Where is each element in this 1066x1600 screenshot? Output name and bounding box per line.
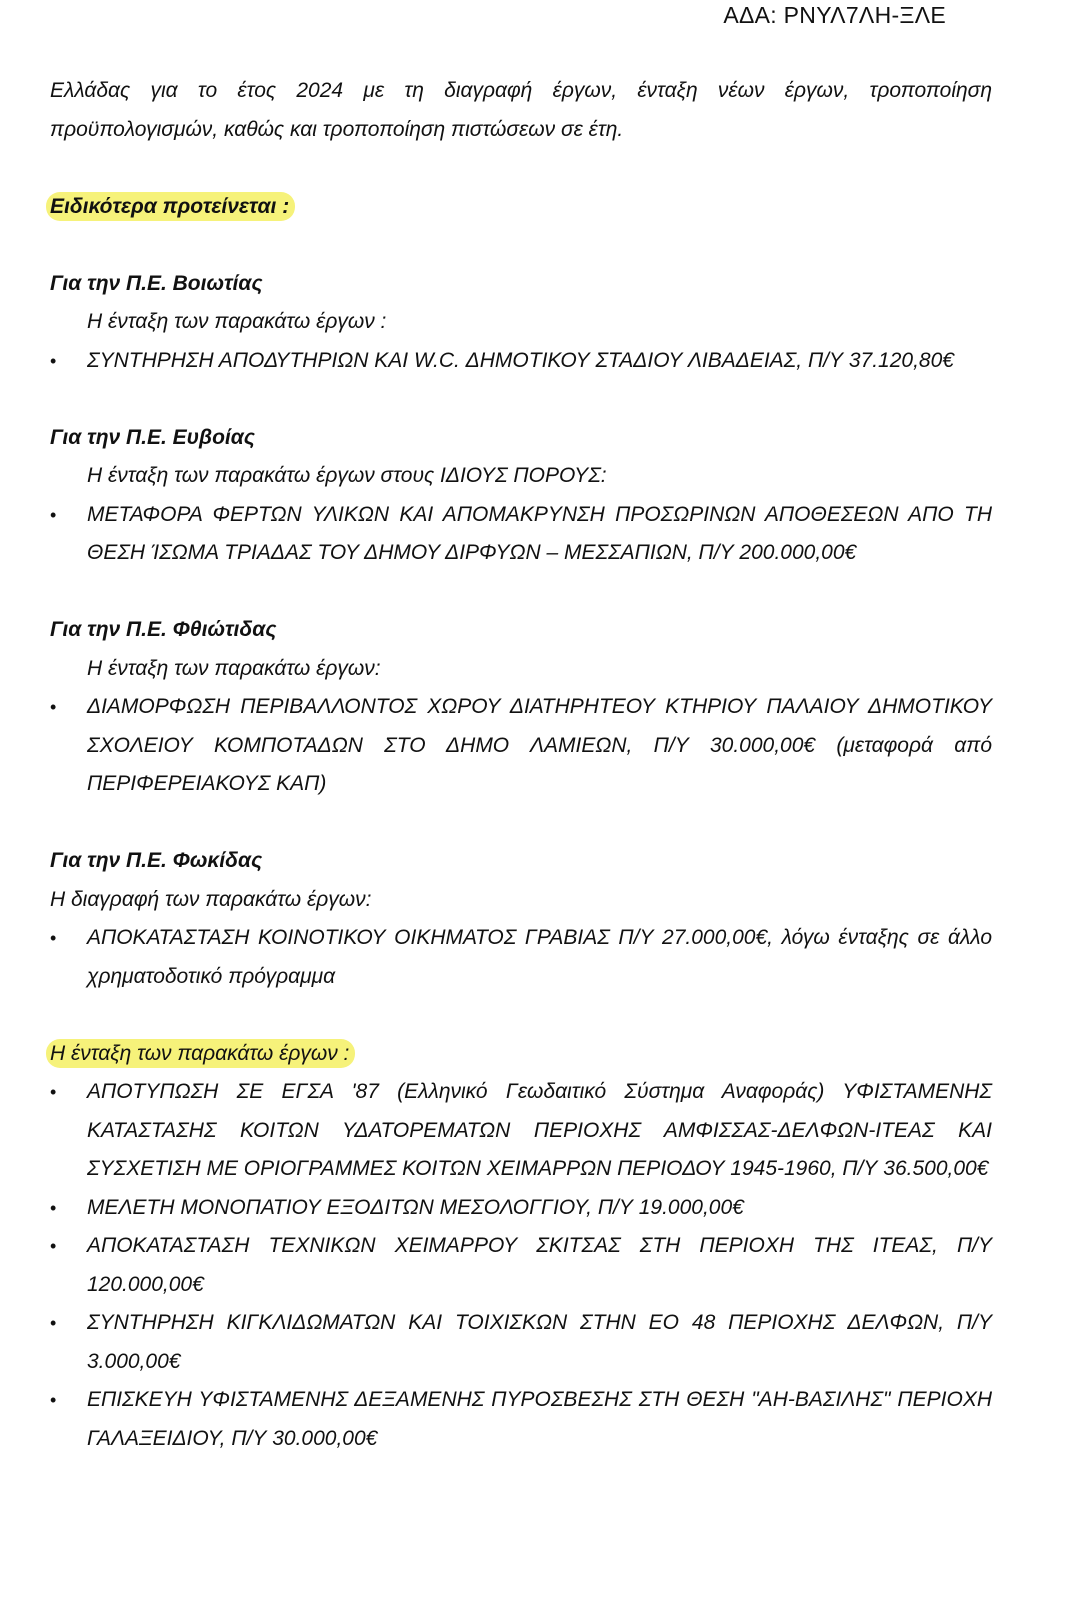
spacer xyxy=(50,380,992,419)
section-title: Για την Π.Ε. Φθιώτιδας xyxy=(50,618,277,641)
section-items xyxy=(50,496,992,573)
bullet-icon: • xyxy=(50,1390,57,1410)
list-item-text: ΜΕΛΕΤΗ ΜΟΝΟΠΑΤΙΟΥ ΕΞΟΔΙΤΩΝ ΜΕΣΟΛΟΓΓΙΟΥ, Π/Υ 19.000,00€ xyxy=(87,1195,744,1219)
section-voiotia xyxy=(50,265,992,381)
inclusion-heading xyxy=(50,1035,992,1074)
section-subtitle: Η ένταξη των παρακάτω έργων: xyxy=(87,656,381,680)
section-subtitle: Η ένταξη των παρακάτω έργων στους ΙΔΙΟΥΣ ΠΟΡΟΥΣ: xyxy=(87,464,607,487)
bullet-icon: • xyxy=(50,697,57,717)
list-item-text: ΣΥΝΤΗΡΗΣΗ ΑΠΟΔΥΤΗΡΙΩΝ ΚΑΙ W.C. ΔΗΜΟΤΙΚΟΥ ΣΤΑΔΙΟΥ ΛΙΒΑΔΕΙΑΣ, Π/Υ 37.120,80€ xyxy=(87,348,954,372)
list-item xyxy=(50,1304,992,1381)
spacer xyxy=(50,226,992,265)
section-items xyxy=(50,342,992,381)
section-subtitle: Η ένταξη των παρακάτω έργων : xyxy=(87,310,387,333)
list-item xyxy=(50,1381,992,1458)
list-item xyxy=(50,1073,992,1189)
section-evia xyxy=(50,419,992,573)
list-item xyxy=(50,688,992,804)
section-items xyxy=(50,919,992,996)
spacer xyxy=(50,149,992,188)
section-items xyxy=(50,688,992,804)
list-item-text: ΑΠΟΤΥΠΩΣΗ ΣΕ ΕΓΣΑ '87 (Ελληνικό Γεωδαιτικό Σύστημα Αναφοράς) ΥΦΙΣΤΑΜΕΝΗΣ ΚΑΤΑΣΤΑΣΗΣ ΚΟΙΤΩΝ ΥΔΑΤΟΡΕΜΑΤΩΝ ΠΕΡΙΟΧΗΣ ΑΜΦΙΣΣΑΣ-ΔΕΛΦΩΝ-ΙΤΕΑΣ ΚΑΙ ΣΥΣΧΕΤΙΣΗ ΜΕ ΟΡΙΟΓΡΑΜΜΕΣ ΚΟΙΤΩΝ ΧΕΙΜΑΡΡΩΝ ΠΕΡΙΟΔΟΥ 1945-1960, Π/Υ 36.500,00€ xyxy=(87,1080,992,1180)
section-subtitle: Η διαγραφή των παρακάτω έργων: xyxy=(50,887,372,911)
bullet-icon: • xyxy=(50,504,57,525)
list-item xyxy=(50,496,992,573)
list-item-text: ΣΥΝΤΗΡΗΣΗ ΚΙΓΚΛΙΔΩΜΑΤΩΝ ΚΑΙ ΤΟΙΧΙΣΚΩΝ ΣΤΗΝ ΕΟ 48 ΠΕΡΙΟΧΗΣ ΔΕΛΦΩΝ, Π/Υ 3.000,00€ xyxy=(87,1311,992,1373)
bullet-icon: • xyxy=(50,1082,57,1102)
proposal-heading xyxy=(50,188,992,227)
list-item-text: ΕΠΙΣΚΕΥΗ ΥΦΙΣΤΑΜΕΝΗΣ ΔΕΞΑΜΕΝΗΣ ΠΥΡΟΣΒΕΣΗΣ ΣΤΗ ΘΕΣΗ "ΑΗ-ΒΑΣΙΛΗΣ" ΠΕΡΙΟΧΗ ΓΑΛΑΞΕΙΔΙΟΥ, Π/Υ 30.000,00€ xyxy=(87,1388,992,1450)
bullet-icon: • xyxy=(50,928,57,948)
list-item-text: ΔΙΑΜΟΡΦΩΣΗ ΠΕΡΙΒΑΛΛΟΝΤΟΣ ΧΩΡΟΥ ΔΙΑΤΗΡΗΤΕΟΥ ΚΤΗΡΙΟΥ ΠΑΛΑΙΟΥ ΔΗΜΟΤΙΚΟΥ ΣΧΟΛΕΙΟΥ ΚΟΜΠΟΤΑΔΩΝ ΣΤΟ ΔΗΜΟ ΛΑΜΙΕΩΝ, Π/Υ 30.000,00€ (μεταφορά από ΠΕΡΙΦΕΡΕΙΑΚΟΥΣ ΚΑΠ) xyxy=(87,695,992,795)
list-item xyxy=(50,1189,992,1228)
highlighted-proposal-heading: Ειδικότερα προτείνεται : xyxy=(46,192,295,221)
document-body xyxy=(50,72,992,1458)
inclusion-items xyxy=(50,1073,992,1458)
list-item-text: ΑΠΟΚΑΤΑΣΤΑΣΗ ΤΕΧΝΙΚΩΝ ΧΕΙΜΑΡΡΟΥ ΣΚΙΤΣΑΣ ΣΤΗ ΠΕΡΙΟΧΗ ΤΗΣ ΙΤΕΑΣ, Π/Υ 120.000,00€ xyxy=(87,1234,992,1296)
list-item xyxy=(50,919,992,996)
highlighted-inclusion-heading: Η ένταξη των παρακάτω έργων : xyxy=(46,1039,355,1068)
list-item xyxy=(50,1227,992,1304)
spacer xyxy=(50,573,992,612)
spacer xyxy=(50,804,992,843)
list-item-text: ΑΠΟΚΑΤΑΣΤΑΣΗ ΚΟΙΝΟΤΙΚΟΥ ΟΙΚΗΜΑΤΟΣ ΓΡΑΒΙΑΣ Π/Υ 27.000,00€, λόγω ένταξης σε άλλο χρηματοδοτικό πρόγραμμα xyxy=(87,926,992,988)
intro-paragraph: Ελλάδας για το έτος 2024 με τη διαγραφή έργων, ένταξη νέων έργων, τροποποίηση προϋπολογισμών, καθώς και τροποποίηση πιστώσεων σε έτη. xyxy=(50,79,992,141)
list-item-text: ΜΕΤΑΦΟΡΑ ΦΕΡΤΩΝ ΥΛΙΚΩΝ ΚΑΙ ΑΠΟΜΑΚΡΥΝΣΗ ΠΡΟΣΩΡΙΝΩΝ ΑΠΟΘΕΣΕΩΝ ΑΠΟ ΤΗ ΘΕΣΗ ΊΣΩΜΑ ΤΡΙΑΔΑΣ ΤΟΥ ΔΗΜΟΥ ΔΙΡΦΥΩΝ – ΜΕΣΣΑΠΙΩΝ, Π/Υ 200.000,00€ xyxy=(87,502,992,564)
section-inclusion xyxy=(50,1035,992,1459)
bullet-icon: • xyxy=(50,1313,57,1333)
bullet-icon: • xyxy=(50,350,57,371)
list-item xyxy=(50,342,992,381)
section-title: Για την Π.Ε. Φωκίδας xyxy=(50,849,263,872)
section-title: Για την Π.Ε. Βοιωτίας xyxy=(50,271,263,295)
section-title: Για την Π.Ε. Ευβοίας xyxy=(50,425,255,449)
section-fokida xyxy=(50,842,992,996)
ada-code: ΑΔΑ: ΡΝΥΛ7ΛΗ-ΞΛΕ xyxy=(723,2,946,28)
spacer xyxy=(50,996,992,1035)
section-fthiotida xyxy=(50,611,992,804)
bullet-icon: • xyxy=(50,1197,57,1218)
bullet-icon: • xyxy=(50,1236,57,1256)
